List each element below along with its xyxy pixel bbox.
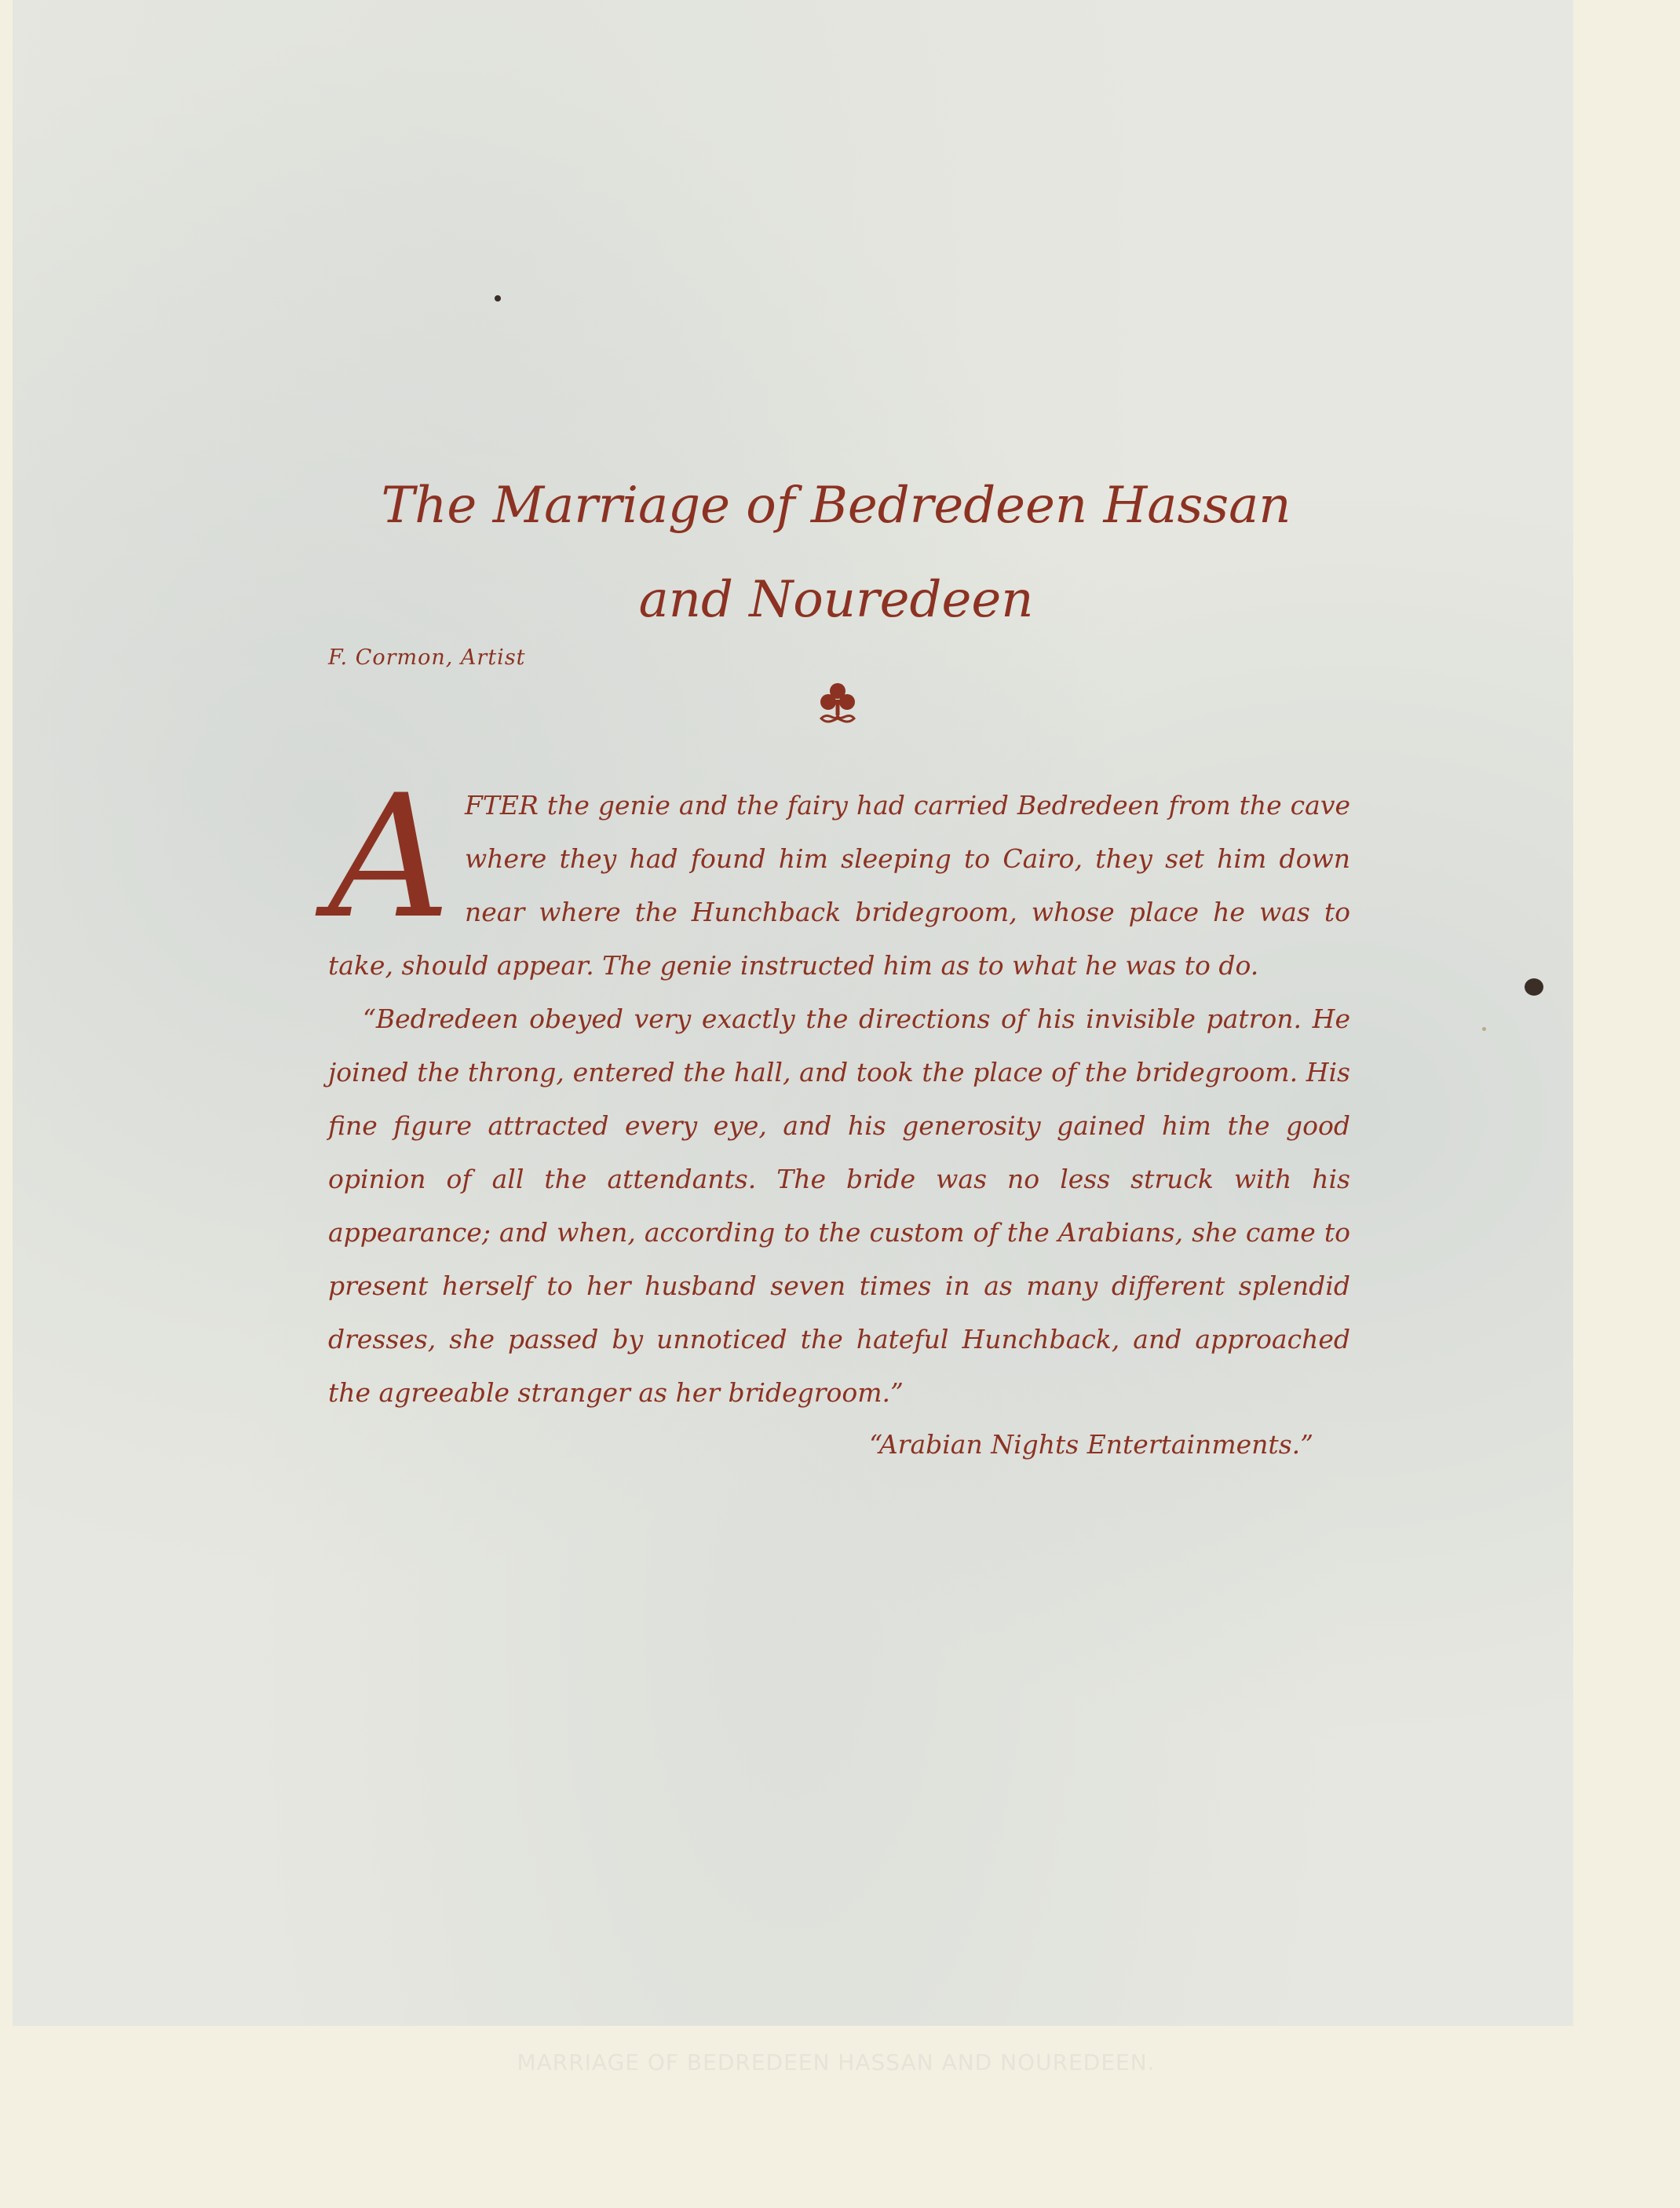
club-ornament-icon [813, 679, 862, 728]
plate-caption: MARRIAGE OF BEDREDEEN HASSAN AND NOUREDEEN. [517, 2049, 1156, 2075]
paragraph-1: FTER the genie and the fairy had carried Bedredeen from the cave where they had found him sleeping to Cairo, they set him down near where the Hunchback bridegroom, whose place he was to take, should appear. The genie instructed him as to what he was to do. [328, 790, 1350, 981]
artist-credit: F. Cormon, Artist [328, 645, 526, 670]
paragraph-2-quote: “Bedredeen obeyed very exactly the directions of his invisible patron. He joined the throng, entered the hall, and took the place of the bridegroom. His fine figure attracted every eye, and his generosity gained him the good opinion of all the attendants. The bride was no less struck with his appearance; and when, according to the custom of the Arabians, she came to present herself to her husband seven times in as many different splendid dresses, she passed by unnoticed the hateful Hunchback, and approached the agreeable stranger as her bridegroom.” [328, 1003, 1350, 1408]
page-title [314, 477, 1358, 630]
title-line-1: The Marriage of Bedredeen Hassan [381, 477, 1291, 535]
title-line-2: and Nouredeen [638, 571, 1034, 629]
quote-source: “Arabian Nights Entertainments.” [869, 1429, 1313, 1460]
article-body [328, 759, 1350, 1420]
ink-speck [495, 295, 501, 302]
ink-speck [1525, 978, 1543, 996]
ink-speck [1482, 1027, 1486, 1031]
drop-cap: A [328, 759, 451, 956]
